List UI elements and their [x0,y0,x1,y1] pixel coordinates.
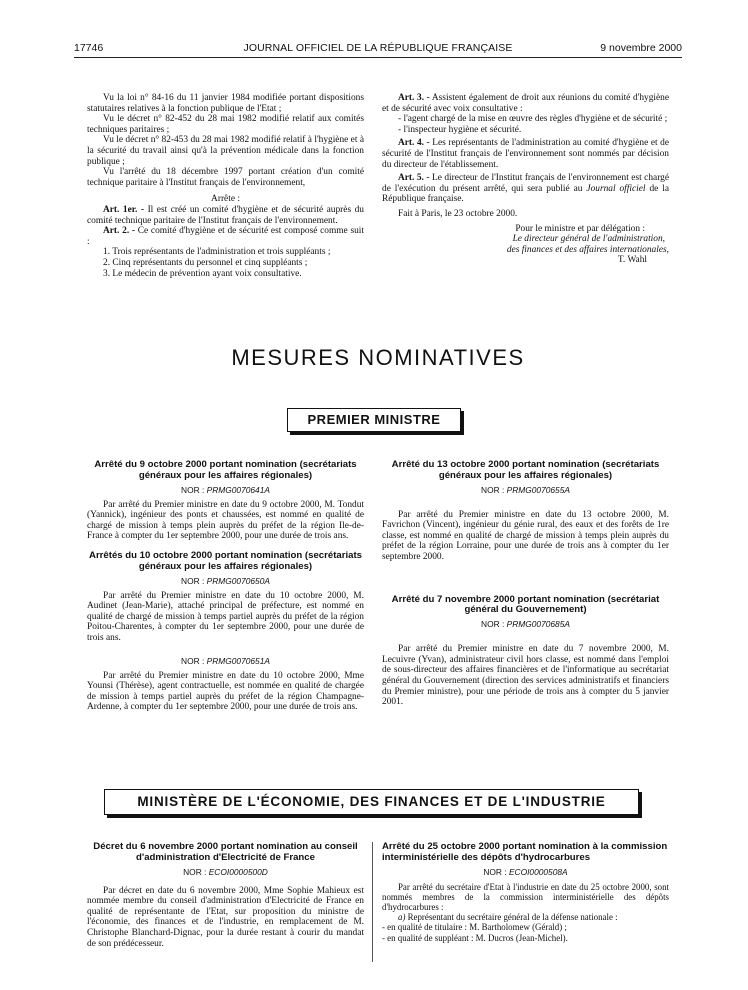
nor-code: ECOI0000500D [208,866,268,877]
article-text: Il est créé un comité d'hygiène et de sécurité auprès du comité technique paritaire de l'Institut français de l'environnement. [87,204,364,226]
vu-paragraph: Vu l'arrêté du 18 décembre 1997 portant création d'un comité technique paritaire à l'Institut français de l'environnement, [87,167,364,188]
arrete-text: Par arrêté du Premier ministre en date du 9 octobre 2000, M. Tondut (Yannick), ingénieur des ponts et chaussées, est nommé en qualité de chargé de mission à temps plein auprès du préfet de la région Ile-de-France à compter du 1er septembre 2000, pour une durée de trois ans. [87,499,364,542]
premier-ministre-box: PREMIER MINISTRE [287,408,461,432]
article-text: Les représentants de l'administration au comité d'hygiène et de sécurité de l'Institut français de l'environnement sont nommés par décision du directeur de l'établissement. [382,138,669,170]
signature-line: des finances et des affaires internationales, [506,244,669,255]
article-label: Art. 2. - [103,226,136,237]
article-text: Assistent également de droit aux réunions du comité d'hygiène et de sécurité avec voix consultative : [382,93,670,114]
arrete-title: Arrêté du 9 octobre 2000 portant nomination (secrétariats généraux pour les affaires régionales) [94,459,357,481]
list-item [382,912,669,922]
signature-name: T. Wahl [617,255,647,266]
page-header [74,42,682,58]
nor-reference [87,576,364,587]
page-number: 17746 [74,42,104,54]
nor-label: NOR : [181,575,205,586]
arrete-heading: Arrête : [211,194,240,205]
article-2 [87,226,364,247]
decret-title: Décret du 6 novembre 2000 portant nomination au conseil d'administration d'Electricité de France [93,841,358,863]
nor-reference [87,656,364,667]
vu-paragraph: Vu la loi n° 84-16 du 11 janvier 1984 modifiée portant dispositions statutaires relatives à la fonction publique de l'Etat ; [87,93,364,114]
list-item: 2. Cinq représentants du personnel et cinq suppléants ; [103,257,308,268]
article-5 [382,173,669,205]
premier-ministre-right-column [382,460,669,708]
article-label: Art. 4. - [398,138,430,149]
item-letter: a) [398,912,406,923]
signature-line: Pour le ministre et par délégation : [515,223,645,234]
nor-label: NOR : [483,866,507,877]
article-label: Art. 3. - [398,93,430,103]
vu-paragraph: Vu le décret n° 82-453 du 28 mai 1982 modifié relatif à l'hygiène et à la sécurité du travail ainsi qu'à la prévention médicale dans la fonction publique ; [87,135,364,167]
arrete-text: Par arrêté du Premier ministre en date du 13 octobre 2000, M. Favrichon (Vincent), ingénieur du génie rural, des eaux et des forêts de 1re classe, est nommé en qualité de chargé de mission à temps plein auprès du préfet de la région Lorraine, pour une durée de trois ans à compter du 1er septembre 2000. [382,509,669,562]
list-item: - l'inspecteur hygiène et sécurité. [398,124,522,135]
signature-date: Fait à Paris, le 23 octobre 2000. [398,208,518,219]
list-item: - en qualité de titulaire : M. Bartholomew (Gérald) ; [382,922,567,933]
nor-label: NOR : [481,619,505,630]
ministere-economie-box: MINISTÈRE DE L'ÉCONOMIE, DES FINANCES ET DE L'INDUSTRIE [104,789,639,815]
nor-reference [87,485,364,496]
nor-reference [382,619,669,630]
list-item: - en qualité de suppléant : M. Ducros (Jean-Michel). [382,932,568,943]
premier-ministre-left-column [87,460,364,713]
ministere-left-column [87,842,364,949]
list-item: 3. Le médecin de prévention ayant voix consultative. [103,268,302,279]
article-4 [382,138,669,170]
list-item: 1. Trois représentants de l'administration et trois suppléants ; [103,247,331,258]
nor-label: NOR : [181,655,205,666]
article-1 [87,205,364,226]
ministere-right-column [382,842,669,943]
item-text: Représentant du secrétaire général de la défense nationale : [407,912,618,923]
nor-code: PRMG0070641A [206,484,270,495]
issue-date: 9 novembre 2000 [600,42,682,54]
article-text: Le directeur de l'Institut français de l'environnement est chargé de l'exécution du présent arrêté, qui sera publié au [382,173,669,194]
nor-label: NOR : [183,866,207,877]
nor-label: NOR : [481,484,505,495]
article-text: Ce comité d'hygiène et de sécurité est composé comme suit : [87,226,364,247]
article-label: Art. 5. - [398,173,430,184]
arrete-text: Par arrêté du Premier ministre en date du 7 novembre 2000, M. Lecuivre (Yvan), administrateur civil hors classe, est nommé dans l'emploi de sous-directeur des affaires financières et de l'informatique au secrétariat général du Gouvernement (direction des services administratifs et financiers du Premier ministre), pour une période de trois ans à compter du 5 janvier 2001. [382,644,669,708]
arrete-title: Arrêté du 13 octobre 2000 portant nomination (secrétariats généraux pour les affaires régionales) [391,459,660,481]
arrete-title: Arrêté du 7 novembre 2000 portant nomination (secrétariat général du Gouvernement) [391,593,660,616]
signature-line: Le directeur général de l'administration, [512,234,665,245]
header-rule [74,57,682,58]
top-right-column [382,93,669,266]
nor-label: NOR : [181,484,205,495]
nor-reference [87,867,364,878]
nor-code: PRMG0070685A [506,619,570,630]
section-title: MESURES NOMINATIVES [231,345,525,370]
arrete-text: Par arrêté du Premier ministre en date du 10 octobre 2000, Mme Younsi (Thérèse), agent contractuelle, est nommée en qualité de chargée de mission à temps partiel auprès du préfet de la région Champagne-Ardenne, à compter du 1er septembre 2000, pour une durée de trois ans. [87,670,364,713]
journal-officiel: Journal officiel [586,183,646,194]
nor-reference [382,485,669,496]
arrete-title: Arrêté du 25 octobre 2000 portant nomination à la commission interministérielle des dépôts d'hydrocarbures [382,841,668,863]
arrete-text: Par arrêté du secrétaire d'Etat à l'industrie en date du 25 octobre 2000, sont nommés membres de la commission interministérielle des dépôts d'hydrocarbures : [382,881,669,912]
decret-text: Par décret en date du 6 novembre 2000, Mme Sophie Mahieux est nommée membre du conseil d'administration d'Electricité de France en qualité de représentante de l'Etat, sur proposition du ministre de l'économie, des finances et de l'industrie, en remplacement de M. Christophe Blanchard-Dignac, pour la durée restant à courir du mandat de son prédécesseur. [87,885,364,949]
article-text: de la République française. [382,183,670,205]
journal-title: JOURNAL OFFICIEL DE LA RÉPUBLIQUE FRANÇAISE [243,42,513,54]
nor-code: PRMG0070650A [206,575,270,586]
nor-reference [382,867,669,878]
article-label: Art. 1er. - [103,204,145,215]
top-left-column [87,93,364,279]
list-item: - l'agent chargé de la mise en œuvre des règles d'hygiène et de sécurité ; [398,114,668,125]
nor-code: PRMG0070655A [506,484,570,495]
arrete-text: Par arrêté du Premier ministre en date du 10 octobre 2000, M. Audinet (Jean-Marie), attaché principal de préfecture, est nommé en qualité de chargé de mission à temps partiel auprès du préfet de la région Poitou-Charentes, à compter du 1er septembre 2000, pour une durée de trois ans. [87,590,364,643]
nor-code: PRMG0070651A [206,655,270,666]
column-divider [372,842,373,962]
article-3 [382,93,669,114]
nor-code: ECOI0000508A [508,866,568,877]
vu-paragraph: Vu le décret n° 82-452 du 28 mai 1982 modifié relatif aux comités techniques paritaires ; [87,114,364,135]
arrete-title: Arrêtés du 10 octobre 2000 portant nomination (secrétariats généraux pour les affaires régionales) [89,549,362,572]
